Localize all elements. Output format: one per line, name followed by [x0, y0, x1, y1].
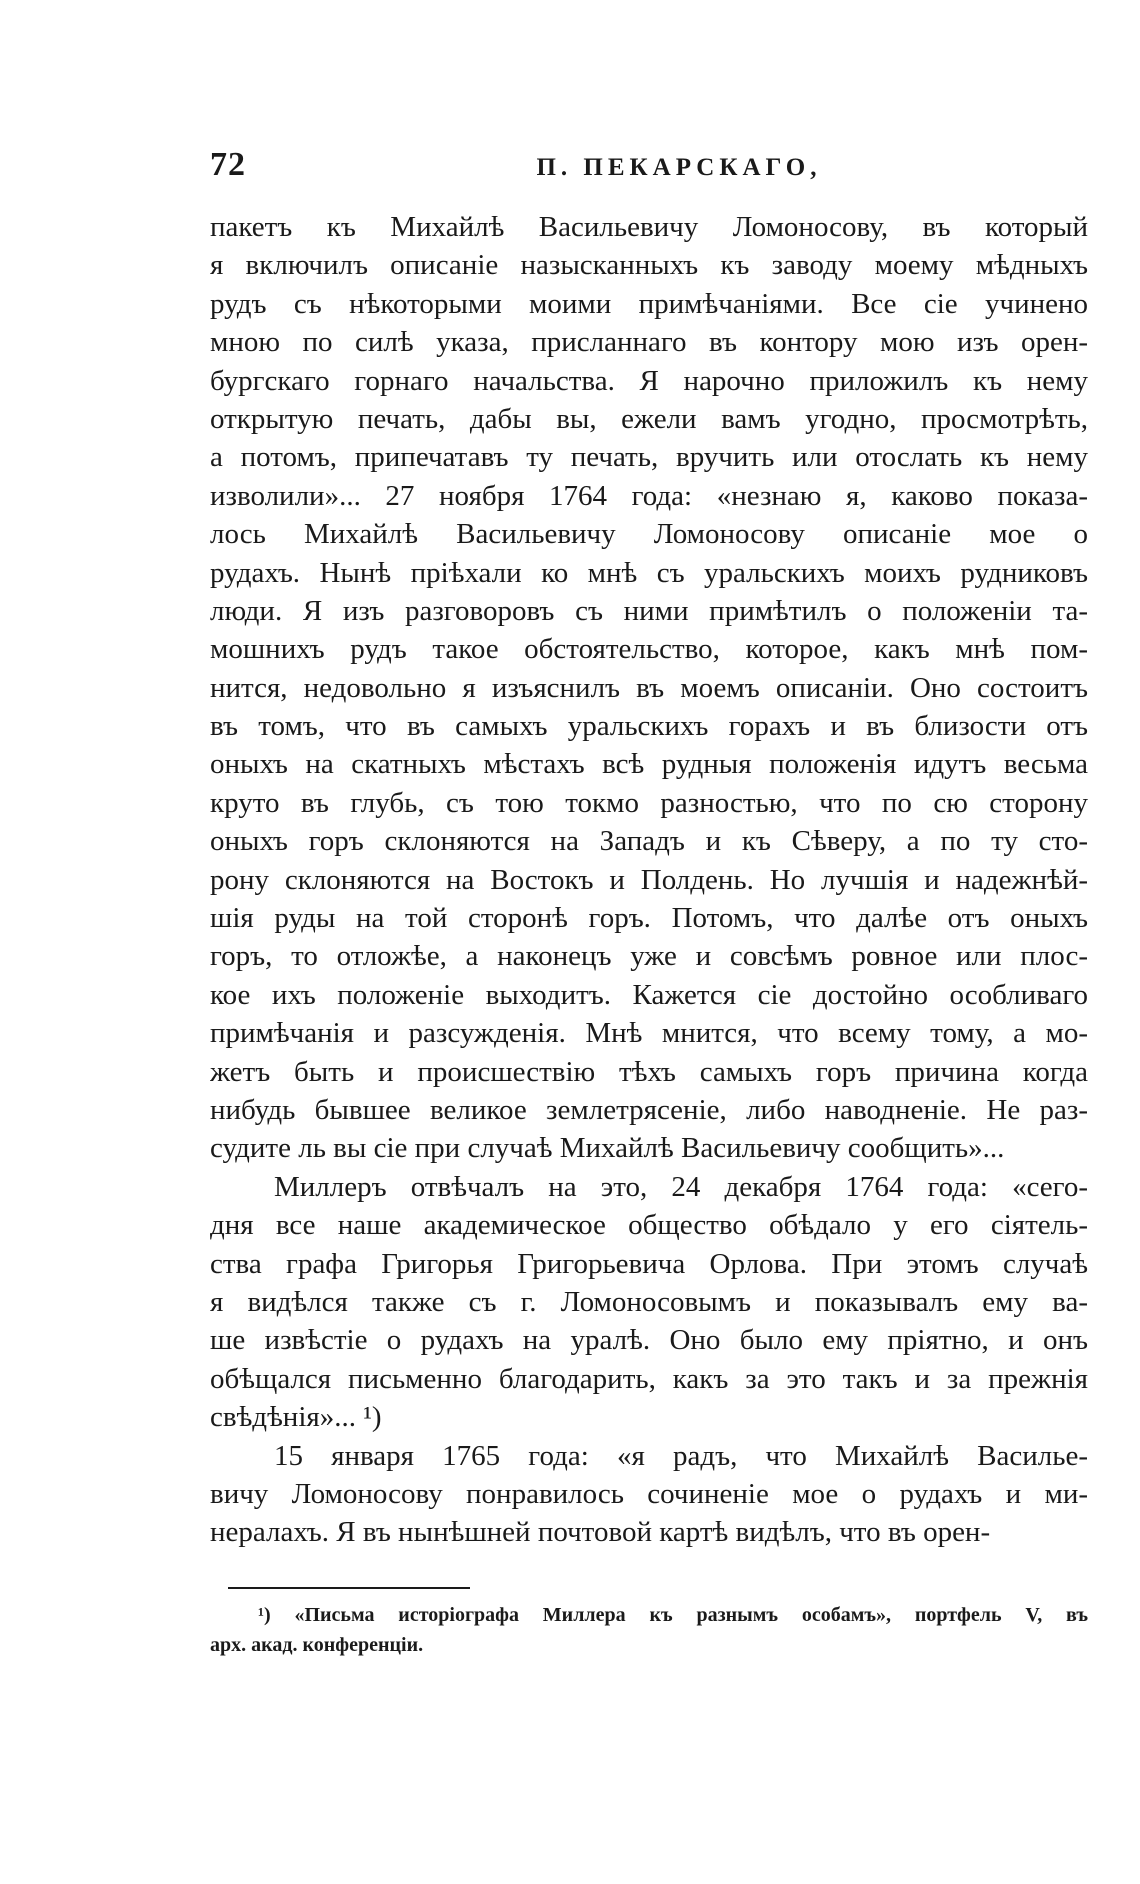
footnote-divider — [228, 1587, 470, 1589]
footnote-line: арх. акад. конференціи. — [210, 1634, 424, 1656]
text-line: кое ихъ положеніе выходитъ. Кажется сіе достойно особливаго — [210, 978, 1088, 1011]
text-line: жетъ быть и происшествію тѣхъ самыхъ горъ причина когда — [210, 1055, 1088, 1088]
text-line: а потомъ, припечатавъ ту печать, вручить или отослать къ нему — [210, 441, 1088, 474]
text-line: я видѣлся также съ г. Ломоносовымъ и показывалъ ему ва- — [210, 1285, 1088, 1318]
body-text — [210, 208, 1088, 1552]
text-line: рудахъ. Нынѣ пріѣхали ко мнѣ съ уральскихъ моихъ рудниковъ — [210, 556, 1088, 589]
text-line: 15 января 1765 года: «я радъ, что Михайлѣ Василье- — [274, 1439, 1088, 1472]
running-head: П. ПЕКАРСКАГО, — [536, 154, 822, 181]
text-line: изволили»... 27 ноября 1764 года: «незнаю я, каково показа- — [210, 479, 1088, 512]
text-line: мошнихъ рудъ такое обстоятельство, которое, какъ мнѣ пом- — [210, 633, 1088, 666]
text-line: мною по силѣ указа, присланнаго въ контору мою изъ орен- — [210, 326, 1088, 359]
text-line: бургскаго горнаго начальства. Я нарочно приложилъ къ нему — [210, 364, 1088, 397]
text-line: оныхъ горъ склоняются на Западъ и къ Сѣверу, а по ту сто- — [210, 825, 1088, 858]
text-line: судите ль вы сіе при случаѣ Михайлѣ Васильевичу сообщить»... — [210, 1132, 1005, 1165]
text-line: нибудь бывшее великое землетрясеніе, либо наводненіе. Не раз- — [210, 1093, 1088, 1126]
footnotes — [210, 1600, 1088, 1660]
footnote-line: ¹) «Письма исторіографа Миллера къ разнымъ особамъ», портфель V, въ — [258, 1604, 1088, 1626]
text-line: люди. Я изъ разговоровъ съ ними примѣтилъ о положеніи та- — [210, 594, 1088, 627]
text-line: свѣдѣнія»... ¹) — [210, 1401, 382, 1434]
text-line: открытую печать, дабы вы, ежели вамъ угодно, просмотрѣть, — [210, 402, 1088, 435]
text-line: оныхъ на скатныхъ мѣстахъ всѣ рудныя положенія идутъ весьма — [210, 748, 1088, 781]
page-number: 72 — [210, 146, 246, 183]
text-line: пакетъ къ Михайлѣ Васильевичу Ломоносову, въ который — [210, 211, 1088, 243]
text-line: ства графа Григорья Григорьевича Орлова. При этомъ случаѣ — [210, 1247, 1088, 1280]
text-line: лось Михайлѣ Васильевичу Ломоносову описаніе мое о — [210, 518, 1088, 551]
text-line: рону склоняются на Востокъ и Полдень. Но лучшія и надежнѣй- — [210, 863, 1088, 896]
text-line: я включилъ описаніе назысканныхъ къ заводу моему мѣдныхъ — [210, 249, 1088, 282]
text-line: въ томъ, что въ самыхъ уральскихъ горахъ и въ близости отъ — [210, 710, 1088, 743]
text-line: рудъ съ нѣкоторыми моими примѣчаніями. Все сіе учинено — [210, 287, 1088, 320]
text-line: примѣчанія и разсужденія. Мнѣ мнится, что всему тому, а мо- — [210, 1017, 1088, 1050]
text-line: дня все наше академическое общество обѣдало у его сіятель- — [210, 1209, 1088, 1242]
text-line: обѣщался письменно благодарить, какъ за это такъ и за прежнія — [210, 1362, 1088, 1395]
text-line: круто въ глубь, съ тою токмо разностью, что по сю сторону — [210, 786, 1088, 819]
text-line: горъ, то отложѣе, а наконецъ уже и совсѣмъ ровное или плос- — [210, 940, 1088, 973]
text-line: шія руды на той сторонѣ горъ. Потомъ, что далѣе отъ оныхъ — [210, 902, 1088, 935]
text-line: вичу Ломоносову понравилось сочиненіе мое о рудахъ и ми- — [210, 1477, 1088, 1510]
text-line: нится, недовольно я изъяснилъ въ моемъ описаніи. Оно состоитъ — [210, 671, 1088, 704]
text-line: Миллеръ отвѣчалъ на это, 24 декабря 1764 года: «сего- — [274, 1170, 1088, 1203]
text-line: нералахъ. Я въ нынѣшней почтовой картѣ видѣлъ, что въ орен- — [210, 1516, 991, 1549]
page-header — [210, 146, 1088, 190]
text-line: ше извѣстіе о рудахъ на уралѣ. Оно было ему пріятно, и онъ — [210, 1324, 1088, 1357]
